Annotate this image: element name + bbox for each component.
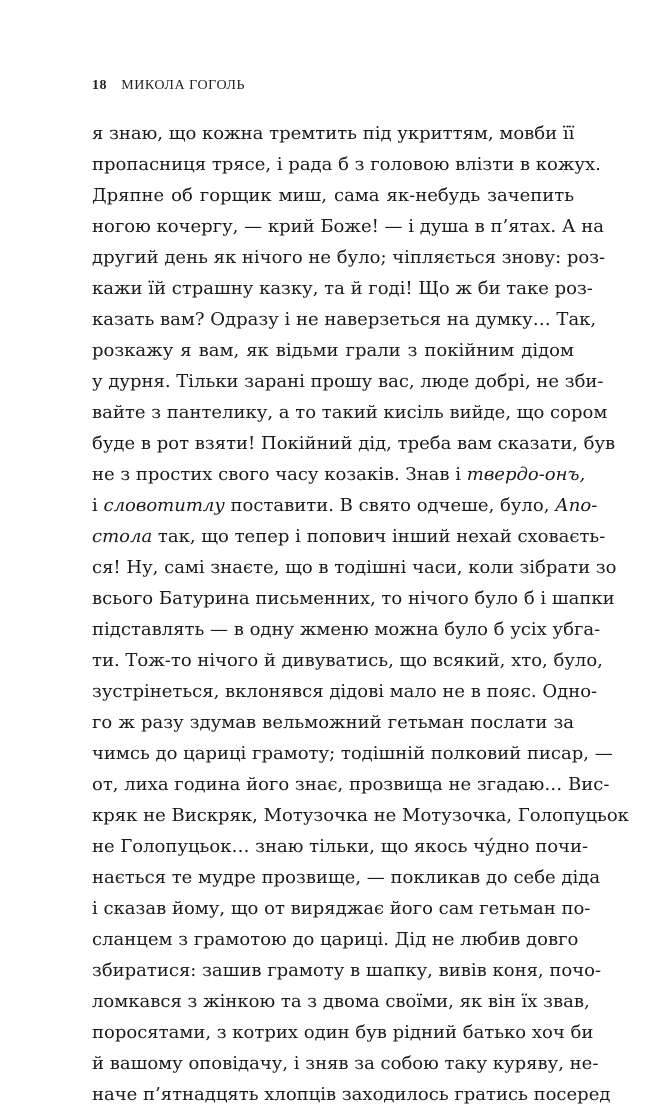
- italic-term: Апо-: [555, 495, 598, 516]
- text-segment: зустрінеться, вклонявся дідові мало не в пояс. Одно-: [92, 681, 598, 702]
- text-line: [92, 986, 590, 1017]
- text-line: [92, 583, 615, 614]
- text-segment: у дурня. Тільки зарані прошу вас, люде добрі, не зби-: [92, 371, 604, 392]
- text-line: [92, 1079, 611, 1110]
- italic-term: твердо-онъ,: [466, 464, 586, 485]
- text-segment: ногою кочергу, — крий Боже! — і душа в п’ятах. А на: [92, 216, 604, 237]
- text-segment: збиратися: зашив грамоту в шапку, вивів коня, почо-: [92, 960, 602, 981]
- running-head-author: МИКОЛА ГОГОЛЬ: [121, 78, 246, 93]
- text-segment: й вашому оповідачу, і зняв за собою таку куряву, не-: [92, 1053, 599, 1074]
- text-segment: і сказав йому, що от виряджає його сам гетьман по-: [92, 898, 591, 919]
- text-line: [92, 459, 586, 490]
- text-line: [92, 738, 613, 769]
- italic-term: словотитлу: [103, 495, 225, 516]
- text-line: [92, 645, 603, 676]
- text-line: [92, 366, 604, 397]
- text-segment: підставлять — в одну жменю можна було б усіх убга-: [92, 619, 601, 640]
- text-segment: буде в рот взяти! Покійний дід, треба вам сказати, був: [92, 433, 616, 454]
- text-segment: ломкався з жінкою та з двома своїми, як він їх звав,: [92, 991, 590, 1012]
- text-segment: кажи їй страшну казку, та й годі! Що ж би таке роз-: [92, 278, 593, 299]
- page-number: 18: [92, 78, 108, 93]
- text-line: [92, 862, 601, 893]
- text-segment: сланцем з грамотою до цариці. Дід не любив довго: [92, 929, 579, 950]
- text-line: [92, 676, 598, 707]
- text-line: [92, 924, 579, 955]
- text-segment: ти. Тож-то нічого й дивуватись, що всякий, хто, було,: [92, 650, 603, 671]
- text-segment: поставити. В свято одчеше, було,: [224, 495, 556, 516]
- text-line: [92, 521, 606, 552]
- text-line: [92, 831, 589, 862]
- text-line: [92, 335, 574, 366]
- text-segment: Дряпне об горщик миш, сама як-небудь зачепить: [92, 185, 574, 206]
- text-segment: другий день як нічого не було; чіпляється знову: роз-: [92, 247, 606, 268]
- text-line: [92, 273, 593, 304]
- text-segment: нається те мудре прозвище, — покликав до себе діда: [92, 867, 601, 888]
- text-line: [92, 211, 604, 242]
- text-segment: я знаю, що кожна тремтить під укриттям, мовби її: [92, 123, 575, 144]
- text-segment: вайте з пантелику, а то такий кисіль вийде, що сором: [92, 402, 608, 423]
- text-line: [92, 397, 608, 428]
- text-segment: не з простих свого часу козаків. Знав і: [92, 464, 467, 485]
- running-head: [92, 78, 245, 94]
- text-line: [92, 180, 574, 211]
- body-text: [92, 118, 629, 1110]
- text-segment: чимсь до цариці грамоту; тодішній полковий писар, —: [92, 743, 613, 764]
- text-segment: пропасниця трясе, і рада б з головою влізти в кожух.: [92, 154, 601, 175]
- text-line: [92, 428, 616, 459]
- text-segment: ся! Ну, самі знаєте, що в тодішні часи, коли зібрати зо: [92, 557, 617, 578]
- text-line: [92, 955, 602, 986]
- text-line: [92, 800, 629, 831]
- text-segment: кряк не Вискряк, Мотузочка не Мотузочка, Голопуцьок: [92, 805, 629, 826]
- text-segment: наче п’ятнадцять хлопців заходилось гратись посеред: [92, 1084, 611, 1105]
- text-line: [92, 1017, 594, 1048]
- text-segment: го ж разу здумав вельможний гетьман послати за: [92, 712, 574, 733]
- text-line: [92, 707, 574, 738]
- text-line: [92, 1048, 599, 1079]
- text-segment: не Голопуцьок… знаю тільки, що якось чу́дно почи-: [92, 836, 589, 857]
- text-segment: от, лиха година його знає, прозвища не згадаю… Вис-: [92, 774, 610, 795]
- text-line: [92, 304, 597, 335]
- text-line: [92, 614, 601, 645]
- text-line: [92, 242, 606, 273]
- italic-term: стола: [92, 526, 153, 547]
- text-segment: розкажу я вам, як відьми грали з покійним дідом: [92, 340, 574, 361]
- text-line: [92, 118, 574, 149]
- text-segment: поросятами, з котрих один був рідний батько хоч би: [92, 1022, 594, 1043]
- text-line: [92, 490, 598, 521]
- text-line: [92, 149, 601, 180]
- text-segment: всього Батурина письменних, то нічого було б і шапки: [92, 588, 615, 609]
- text-segment: так, що тепер і попович інший нехай сховаєть-: [152, 526, 606, 547]
- text-segment: і: [92, 495, 104, 516]
- text-line: [92, 893, 591, 924]
- text-line: [92, 769, 610, 800]
- text-segment: казать вам? Одразу і не наверзеться на думку… Так,: [92, 309, 597, 330]
- text-line: [92, 552, 617, 583]
